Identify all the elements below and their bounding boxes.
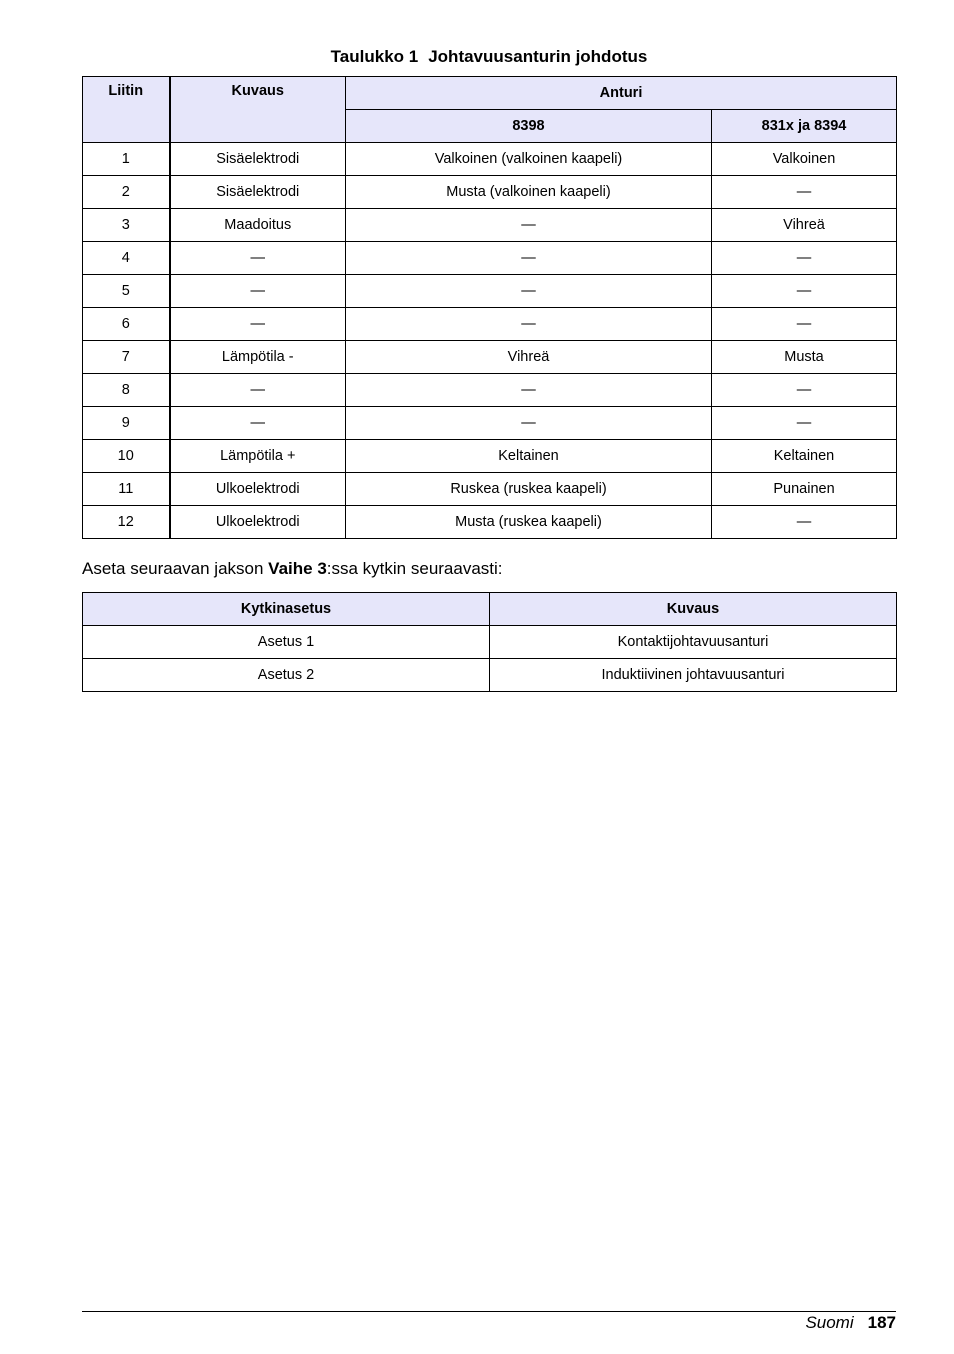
- table-cell: —: [346, 374, 712, 407]
- table-row: [83, 407, 897, 440]
- table-cell: Musta: [712, 341, 897, 374]
- table-cell: Sisäelektrodi: [170, 176, 346, 209]
- table-row: [83, 209, 897, 242]
- table-cell: 12: [83, 506, 170, 539]
- table-cell: 4: [83, 242, 170, 275]
- header-sensor-831x-8394: 831x ja 8394: [712, 110, 897, 143]
- table-cell: 3: [83, 209, 170, 242]
- switch-table-body: [83, 626, 897, 692]
- table-row: [83, 626, 897, 659]
- table-cell: —: [712, 242, 897, 275]
- table-cell: Musta (valkoinen kaapeli): [346, 176, 712, 209]
- table-row: [83, 659, 897, 692]
- header-sensor-8398: 8398: [346, 110, 712, 143]
- table-cell: Vihreä: [712, 209, 897, 242]
- table-row: [83, 506, 897, 539]
- table-row: [83, 242, 897, 275]
- table-cell: —: [170, 242, 346, 275]
- table-cell: —: [170, 374, 346, 407]
- table-cell: —: [170, 308, 346, 341]
- table-cell: —: [170, 407, 346, 440]
- table-cell: —: [712, 308, 897, 341]
- intro-text-after: :ssa kytkin seuraavasti:: [326, 559, 503, 578]
- table-cell: Valkoinen: [712, 143, 897, 176]
- table-cell: —: [346, 275, 712, 308]
- table-cell: —: [712, 374, 897, 407]
- table-row: [83, 143, 897, 176]
- table-cell: Maadoitus: [170, 209, 346, 242]
- table-row: [83, 275, 897, 308]
- intro-step-reference: Vaihe 3: [268, 559, 327, 578]
- switch-table: [82, 592, 897, 692]
- table-cell: 7: [83, 341, 170, 374]
- header-description: Kuvaus: [170, 77, 346, 143]
- header-switch-setting: Kytkinasetus: [83, 593, 490, 626]
- table-cell: Ruskea (ruskea kaapeli): [346, 473, 712, 506]
- wiring-table: [82, 76, 897, 539]
- table-row: [83, 473, 897, 506]
- table-caption: [82, 46, 896, 68]
- table-cell: Ulkoelektrodi: [170, 473, 346, 506]
- intro-text-before: Aseta seuraavan jakson: [82, 559, 269, 578]
- header-sensor: Anturi: [346, 77, 897, 110]
- table-cell: —: [712, 506, 897, 539]
- table-cell: 2: [83, 176, 170, 209]
- table-cell: —: [346, 407, 712, 440]
- table-cell: —: [346, 209, 712, 242]
- table-cell: 6: [83, 308, 170, 341]
- table-number: Taulukko 1: [330, 47, 419, 66]
- table-cell: Induktiivinen johtavuusanturi: [490, 659, 897, 692]
- table-cell: 8: [83, 374, 170, 407]
- table-cell: 9: [83, 407, 170, 440]
- table-row: [83, 308, 897, 341]
- page-footer: [82, 1311, 896, 1334]
- table-title: Johtavuusanturin johdotus: [428, 47, 648, 66]
- table-cell: —: [712, 176, 897, 209]
- table-cell: 5: [83, 275, 170, 308]
- table-cell: Vihreä: [346, 341, 712, 374]
- intro-paragraph: [82, 558, 896, 580]
- footer-language: Suomi: [805, 1313, 854, 1332]
- table-cell: Asetus 1: [83, 626, 490, 659]
- page-number: 187: [867, 1313, 896, 1332]
- wiring-table-body: [83, 143, 897, 539]
- table-cell: Musta (ruskea kaapeli): [346, 506, 712, 539]
- table-cell: Keltainen: [712, 440, 897, 473]
- table-cell: Asetus 2: [83, 659, 490, 692]
- table-cell: 1: [83, 143, 170, 176]
- table-cell: Lämpötila +: [170, 440, 346, 473]
- table-cell: —: [346, 242, 712, 275]
- table-row: [83, 440, 897, 473]
- table-cell: Punainen: [712, 473, 897, 506]
- table-cell: 11: [83, 473, 170, 506]
- table-cell: —: [712, 407, 897, 440]
- table-row: [83, 176, 897, 209]
- header-connector: Liitin: [83, 77, 170, 143]
- table-cell: —: [170, 275, 346, 308]
- table-row: [83, 374, 897, 407]
- table-cell: —: [346, 308, 712, 341]
- table-cell: Valkoinen (valkoinen kaapeli): [346, 143, 712, 176]
- header-switch-description: Kuvaus: [490, 593, 897, 626]
- table-cell: Lämpötila -: [170, 341, 346, 374]
- table-cell: 10: [83, 440, 170, 473]
- table-cell: Kontaktijohtavuusanturi: [490, 626, 897, 659]
- table-cell: Ulkoelektrodi: [170, 506, 346, 539]
- table-cell: —: [712, 275, 897, 308]
- table-cell: Sisäelektrodi: [170, 143, 346, 176]
- table-cell: Keltainen: [346, 440, 712, 473]
- table-row: [83, 341, 897, 374]
